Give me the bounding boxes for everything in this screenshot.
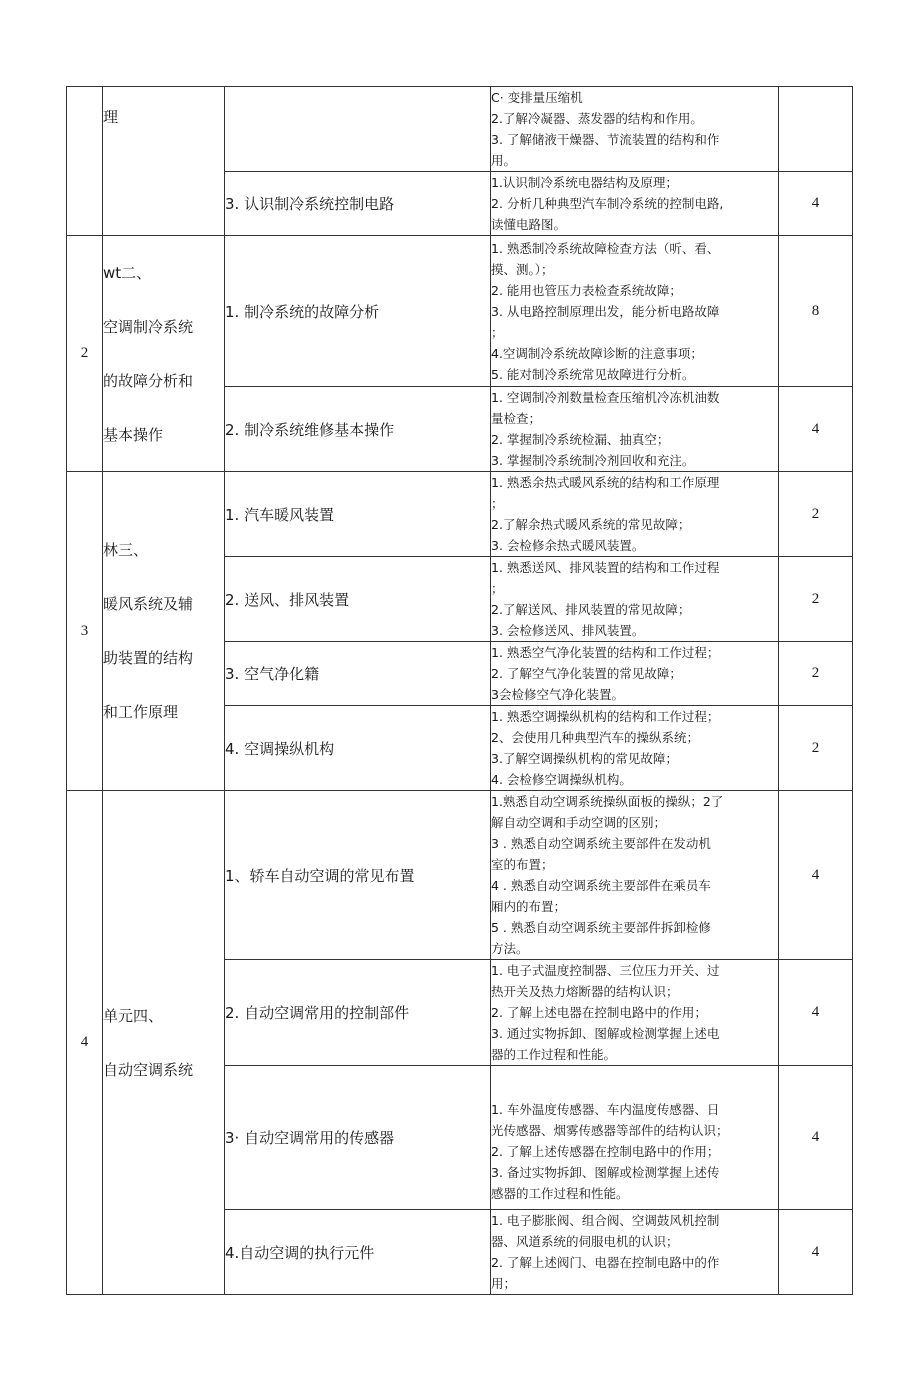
requirements-cell: 1. 熟悉制冷系统故障检查方法（听、看、 摸、测。）； 2. 能用也管压力表检查系统故障； 3. 从电路控制原理出发，能分析电路故障 ； 4.空调制冷系统故障诊断的注意事项； 5. 能对制冷系统常见故障进行分析。 xyxy=(491,236,779,387)
unit-number: 4 xyxy=(67,791,103,1295)
requirements-cell: C· 变排量压缩机 2.了解冷凝器、蒸发器的结构和作用。 3. 了解储液干燥器、节流装置的结构和作 用。 xyxy=(491,87,779,172)
hours-cell: 4 xyxy=(779,791,853,960)
unit-title: 理 xyxy=(103,87,225,236)
hours-cell: 4 xyxy=(779,960,853,1066)
topic-cell: 1、轿车自动空调的常见布置 xyxy=(225,791,491,960)
topic-cell xyxy=(225,87,491,172)
hours-cell xyxy=(779,87,853,172)
hours-cell: 4 xyxy=(779,1210,853,1295)
hours-cell: 2 xyxy=(779,706,853,791)
unit-title: wt二、 空调制冷系统 的故障分析和 基本操作 xyxy=(103,236,225,472)
requirements-cell: 1.熟悉自动空调系统操纵面板的操纵；2了 解自动空调和手动空调的区别； 3 . 熟悉自动空调系统主要部件在发动机 室的布置； 4 . 熟悉自动空调系统主要部件在乘员车 厢内的布置； 5 . 熟悉自动空调系统主要部件拆卸检修 方法。 xyxy=(491,791,779,960)
topic-cell: 3. 空气净化籍 xyxy=(225,642,491,706)
topic-cell: 1. 制冷系统的故障分析 xyxy=(225,236,491,387)
curriculum-table xyxy=(66,86,853,1295)
table-row xyxy=(67,87,853,172)
topic-cell: 2. 自动空调常用的控制部件 xyxy=(225,960,491,1066)
hours-cell: 4 xyxy=(779,387,853,472)
requirements-cell: 1. 电子式温度控制器、三位压力开关、过 热开关及热力熔断器的结构认识； 2. 了解上述电器在控制电路中的作用； 3. 通过实物拆卸、图解或检测掌握上述电 器的工作过程和性能。 xyxy=(491,960,779,1066)
requirements-cell: 1. 熟悉送风、排风装置的结构和工作过程 ； 2.了解送风、排风装置的常见故障； 3. 会检修送风、排风装置。 xyxy=(491,557,779,642)
table-row xyxy=(67,791,853,960)
requirements-cell: 1. 熟悉空调操纵机构的结构和工作过程； 2、会使用几种典型汽车的操纵系统； 3.了解空调操纵机构的常见故障； 4. 会检修空调操纵机构。 xyxy=(491,706,779,791)
topic-cell: 4.自动空调的执行元件 xyxy=(225,1210,491,1295)
hours-cell: 4 xyxy=(779,1066,853,1210)
topic-cell: 4. 空调操纵机构 xyxy=(225,706,491,791)
topic-cell: 3. 认识制冷系统控制电路 xyxy=(225,172,491,236)
topic-cell: 1. 汽车暖风装置 xyxy=(225,472,491,557)
requirements-cell: 1. 空调制冷剂数量检查压缩机冷冻机油数 量检查； 2. 掌握制冷系统检漏、抽真空； 3. 掌握制冷系统制冷剂回收和充注。 xyxy=(491,387,779,472)
unit-title: 单元四、 自动空调系统 xyxy=(103,791,225,1295)
requirements-cell: 1. 车外温度传感器、车内温度传感器、日 光传感器、烟雾传感器等部件的结构认识； 2. 了解上述传感器在控制电路中的作用； 3. 备过实物拆卸、图解或检测掌握上述传 感器的工作过程和性能。 xyxy=(491,1066,779,1210)
unit-number xyxy=(67,87,103,236)
topic-cell: 2. 送风、排风装置 xyxy=(225,557,491,642)
requirements-cell: 1. 电子膨胀阀、组合阀、空调鼓风机控制 器、风道系统的伺服电机的认识； 2. 了解上述阀门、电器在控制电路中的作 用； xyxy=(491,1210,779,1295)
hours-cell: 2 xyxy=(779,642,853,706)
hours-cell: 8 xyxy=(779,236,853,387)
table-row xyxy=(67,236,853,387)
hours-cell: 4 xyxy=(779,172,853,236)
requirements-cell: 1. 熟悉空气净化装置的结构和工作过程； 2. 了解空气净化装置的常见故障； 3会检修空气净化装置。 xyxy=(491,642,779,706)
requirements-cell: 1. 熟悉余热式暖风系统的结构和工作原理 ； 2.了解余热式暖风系统的常见故障； 3. 会检修余热式暖风装置。 xyxy=(491,472,779,557)
topic-cell: 2. 制冷系统维修基本操作 xyxy=(225,387,491,472)
unit-number: 2 xyxy=(67,236,103,472)
unit-number: 3 xyxy=(67,472,103,791)
hours-cell: 2 xyxy=(779,557,853,642)
hours-cell: 2 xyxy=(779,472,853,557)
topic-cell: 3· 自动空调常用的传感器 xyxy=(225,1066,491,1210)
requirements-cell: 1.认识制冷系统电器结构及原理； 2. 分析几种典型汽车制冷系统的控制电路, 读懂电路图。 xyxy=(491,172,779,236)
table-row xyxy=(67,472,853,557)
unit-title: 林三、 暖风系统及辅 助装置的结构 和工作原理 xyxy=(103,472,225,791)
